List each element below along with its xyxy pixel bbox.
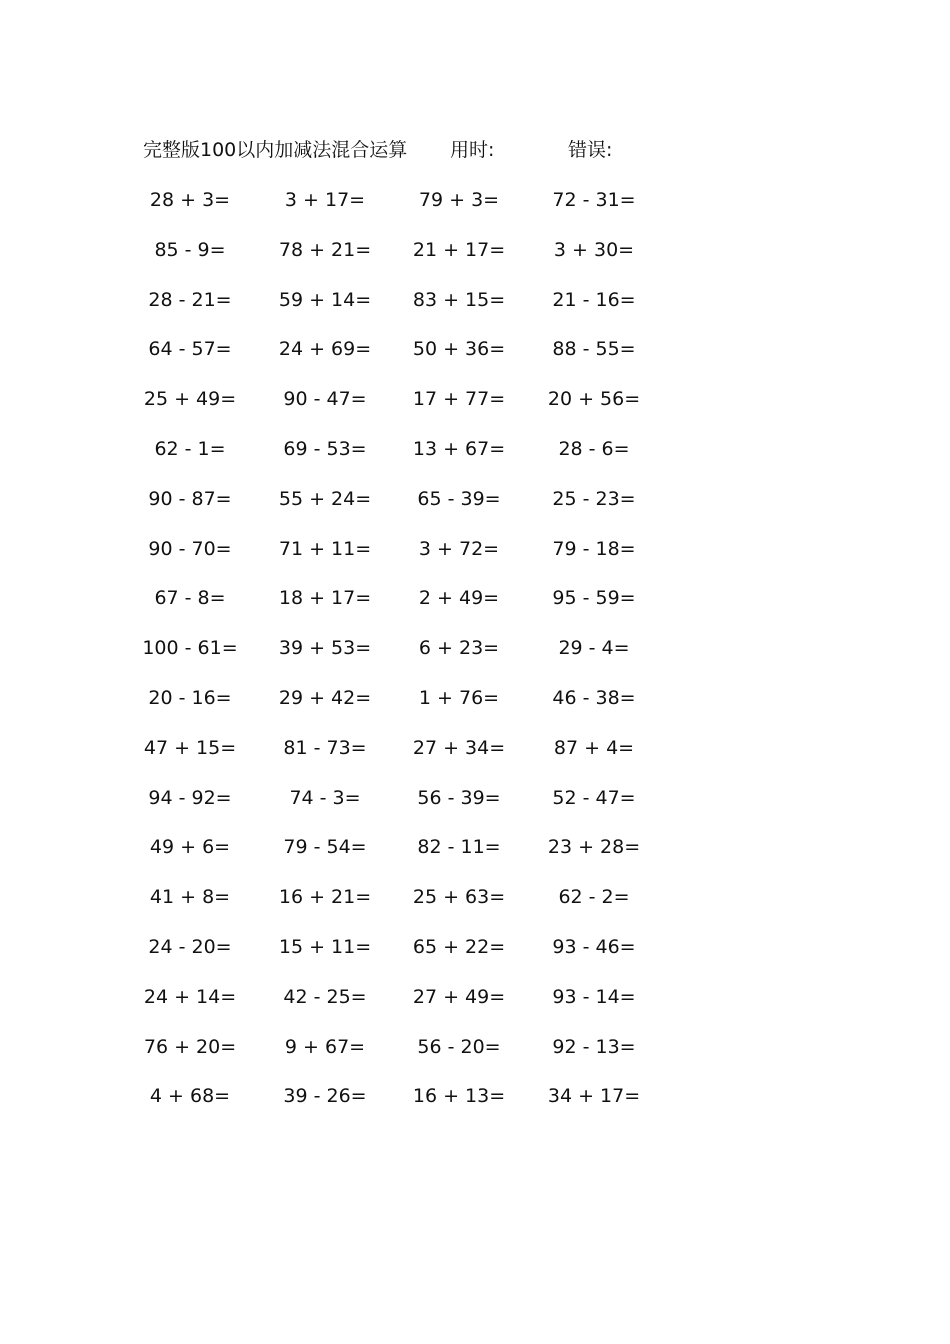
problem-row xyxy=(0,287,950,337)
problem-cell: 93 - 14= xyxy=(552,985,636,1008)
problem-cell: 69 - 53= xyxy=(283,437,367,460)
problem-cell: 59 + 14= xyxy=(278,288,372,311)
problem-cell: 3 + 72= xyxy=(418,537,500,560)
problem-cell: 39 - 26= xyxy=(283,1085,367,1108)
problem-cell: 81 - 73= xyxy=(283,736,367,759)
problem-cell: 56 - 39= xyxy=(417,786,501,809)
errors-label: 错误: xyxy=(568,139,613,161)
problem-row xyxy=(0,486,950,536)
problem-cell: 6 + 23= xyxy=(418,637,500,660)
problem-cell: 16 + 13= xyxy=(412,1085,506,1108)
problem-grid xyxy=(0,187,950,1133)
problem-cell: 17 + 77= xyxy=(412,388,506,411)
problem-cell: 16 + 21= xyxy=(278,886,372,909)
problem-cell: 62 - 2= xyxy=(558,886,630,909)
problem-row xyxy=(0,984,950,1034)
problem-row xyxy=(0,336,950,386)
problem-cell: 87 + 4= xyxy=(553,736,635,759)
problem-row xyxy=(0,685,950,735)
problem-row xyxy=(0,436,950,486)
problem-cell: 67 - 8= xyxy=(154,587,226,610)
problem-cell: 46 - 38= xyxy=(552,686,636,709)
problem-cell: 95 - 59= xyxy=(552,587,636,610)
problem-cell: 90 - 87= xyxy=(148,487,232,510)
problem-cell: 100 - 61= xyxy=(142,637,238,660)
problem-cell: 47 + 15= xyxy=(143,736,237,759)
problem-cell: 56 - 20= xyxy=(417,1035,501,1058)
problem-cell: 82 - 11= xyxy=(417,836,501,859)
problem-cell: 4 + 68= xyxy=(149,1085,231,1108)
worksheet-header xyxy=(143,137,703,163)
problem-cell: 25 + 63= xyxy=(412,886,506,909)
problem-cell: 65 + 22= xyxy=(412,935,506,958)
problem-cell: 55 + 24= xyxy=(278,487,372,510)
problem-cell: 34 + 17= xyxy=(547,1085,641,1108)
problem-cell: 83 + 15= xyxy=(412,288,506,311)
problem-cell: 92 - 13= xyxy=(552,1035,636,1058)
problem-cell: 42 - 25= xyxy=(283,985,367,1008)
problem-cell: 3 + 17= xyxy=(284,189,366,211)
problem-row xyxy=(0,536,950,586)
problem-cell: 41 + 8= xyxy=(149,886,231,909)
problem-cell: 62 - 1= xyxy=(154,437,226,460)
problem-cell: 20 + 56= xyxy=(547,388,641,411)
problem-row xyxy=(0,884,950,934)
problem-cell: 72 - 31= xyxy=(552,189,636,211)
problem-cell: 94 - 92= xyxy=(148,786,232,809)
problem-row xyxy=(0,834,950,884)
problem-row xyxy=(0,934,950,984)
time-label: 用时: xyxy=(450,139,495,161)
problem-row xyxy=(0,1034,950,1084)
problem-cell: 39 + 53= xyxy=(278,637,372,660)
problem-cell: 27 + 34= xyxy=(412,736,506,759)
problem-cell: 23 + 28= xyxy=(547,836,641,859)
problem-cell: 18 + 17= xyxy=(278,587,372,610)
problem-row xyxy=(0,785,950,835)
problem-cell: 25 - 23= xyxy=(552,487,636,510)
problem-cell: 15 + 11= xyxy=(278,935,372,958)
problem-cell: 1 + 76= xyxy=(418,686,500,709)
problem-cell: 21 + 17= xyxy=(412,238,506,261)
page-title: 完整版100以内加减法混合运算 xyxy=(143,139,408,161)
problem-cell: 78 + 21= xyxy=(278,238,372,261)
problem-cell: 64 - 57= xyxy=(148,338,232,361)
problem-cell: 24 + 14= xyxy=(143,985,237,1008)
problem-cell: 28 + 3= xyxy=(149,189,231,211)
problem-cell: 21 - 16= xyxy=(552,288,636,311)
problem-cell: 76 + 20= xyxy=(143,1035,237,1058)
problem-cell: 20 - 16= xyxy=(148,686,232,709)
problem-cell: 3 + 30= xyxy=(553,238,635,261)
problem-cell: 49 + 6= xyxy=(149,836,231,859)
problem-cell: 90 - 70= xyxy=(148,537,232,560)
problem-cell: 13 + 67= xyxy=(412,437,506,460)
problem-cell: 2 + 49= xyxy=(418,587,500,610)
problem-cell: 85 - 9= xyxy=(154,238,226,261)
problem-cell: 71 + 11= xyxy=(278,537,372,560)
problem-cell: 93 - 46= xyxy=(552,935,636,958)
problem-cell: 29 - 4= xyxy=(558,637,630,660)
problem-row xyxy=(0,635,950,685)
problem-cell: 27 + 49= xyxy=(412,985,506,1008)
problem-row xyxy=(0,735,950,785)
problem-cell: 79 - 54= xyxy=(283,836,367,859)
problem-cell: 24 + 69= xyxy=(278,338,372,361)
problem-cell: 90 - 47= xyxy=(283,388,367,411)
problem-cell: 9 + 67= xyxy=(284,1035,366,1058)
problem-cell: 79 - 18= xyxy=(552,537,636,560)
problem-row xyxy=(0,585,950,635)
problem-row xyxy=(0,187,950,237)
problem-cell: 50 + 36= xyxy=(412,338,506,361)
problem-cell: 52 - 47= xyxy=(552,786,636,809)
problem-row xyxy=(0,1083,950,1133)
problem-cell: 88 - 55= xyxy=(552,338,636,361)
problem-cell: 79 + 3= xyxy=(418,189,500,211)
problem-cell: 65 - 39= xyxy=(417,487,501,510)
problem-cell: 29 + 42= xyxy=(278,686,372,709)
problem-cell: 24 - 20= xyxy=(148,935,232,958)
problem-row xyxy=(0,386,950,436)
problem-cell: 74 - 3= xyxy=(289,786,361,809)
problem-cell: 25 + 49= xyxy=(143,388,237,411)
problem-cell: 28 - 21= xyxy=(148,288,232,311)
problem-cell: 28 - 6= xyxy=(558,437,630,460)
problem-row xyxy=(0,237,950,287)
